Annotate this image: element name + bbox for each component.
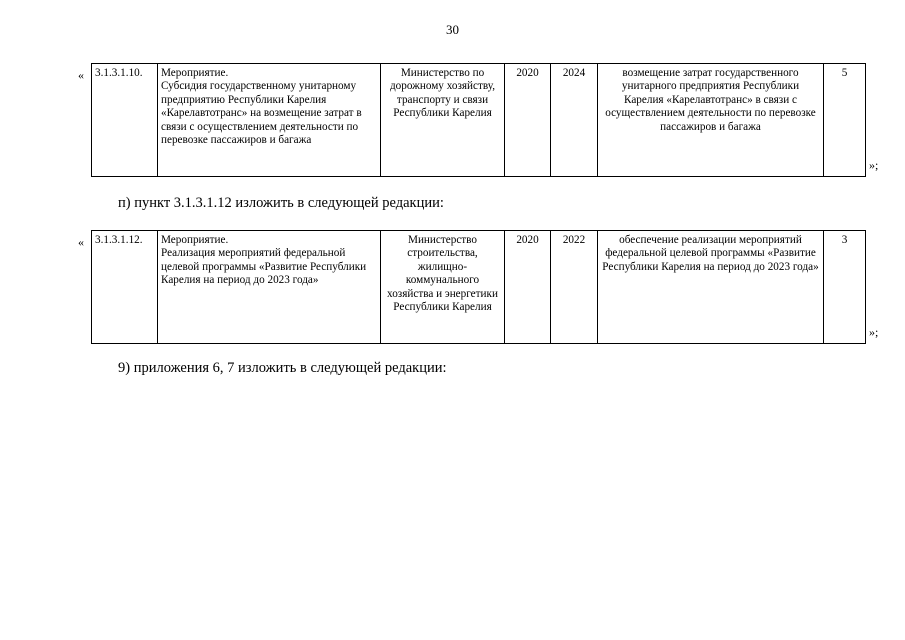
measure-table-2 [91,230,866,344]
page-number: 30 [446,22,459,37]
measure-name: Мероприятие. Субсидия государственному унитарному предприятию Республики Карелия «Карелавтотранс» на возмещение затрат в связи с осуществлением деятельности по перевозке пассажиров и багажа [158,64,381,177]
paragraph-p: п) пункт 3.1.3.1.12 изложить в следующей редакции: [118,195,444,211]
year-to: 2022 [551,231,598,344]
year-from: 2020 [505,64,551,177]
opening-quote: « [78,235,84,249]
measure-executor: Министерство строительства, жилищно-коммунального хозяйства и энергетики Республики Карелия [381,231,505,344]
measure-number: 3 [824,231,866,344]
table-row [92,64,866,177]
year-from: 2020 [505,231,551,344]
measure-code: 3.1.3.1.10. [92,64,158,177]
measure-code: 3.1.3.1.12. [92,231,158,344]
measure-name: Мероприятие. Реализация мероприятий федеральной целевой программы «Развитие Республики Карелия на период до 2023 года» [158,231,381,344]
table-row [92,231,866,344]
measure-result: обеспечение реализации мероприятий федеральной целевой программы «Развитие Республики Карелия на период до 2023 года» [598,231,824,344]
year-to: 2024 [551,64,598,177]
paragraph-9: 9) приложения 6, 7 изложить в следующей редакции: [118,360,447,376]
measure-executor: Министерство по дорожному хозяйству, транспорту и связи Республики Карелия [381,64,505,177]
measure-number: 5 [824,64,866,177]
measure-table-1 [91,63,866,177]
measure-result: возмещение затрат государственного унитарного предприятия Республики Карелия «Карелавтотранс» в связи с осуществлением деятельности по перевозке пассажиров и багажа [598,64,824,177]
opening-quote: « [78,68,84,82]
closing-quote: »; [869,325,879,339]
closing-quote: »; [869,158,879,172]
